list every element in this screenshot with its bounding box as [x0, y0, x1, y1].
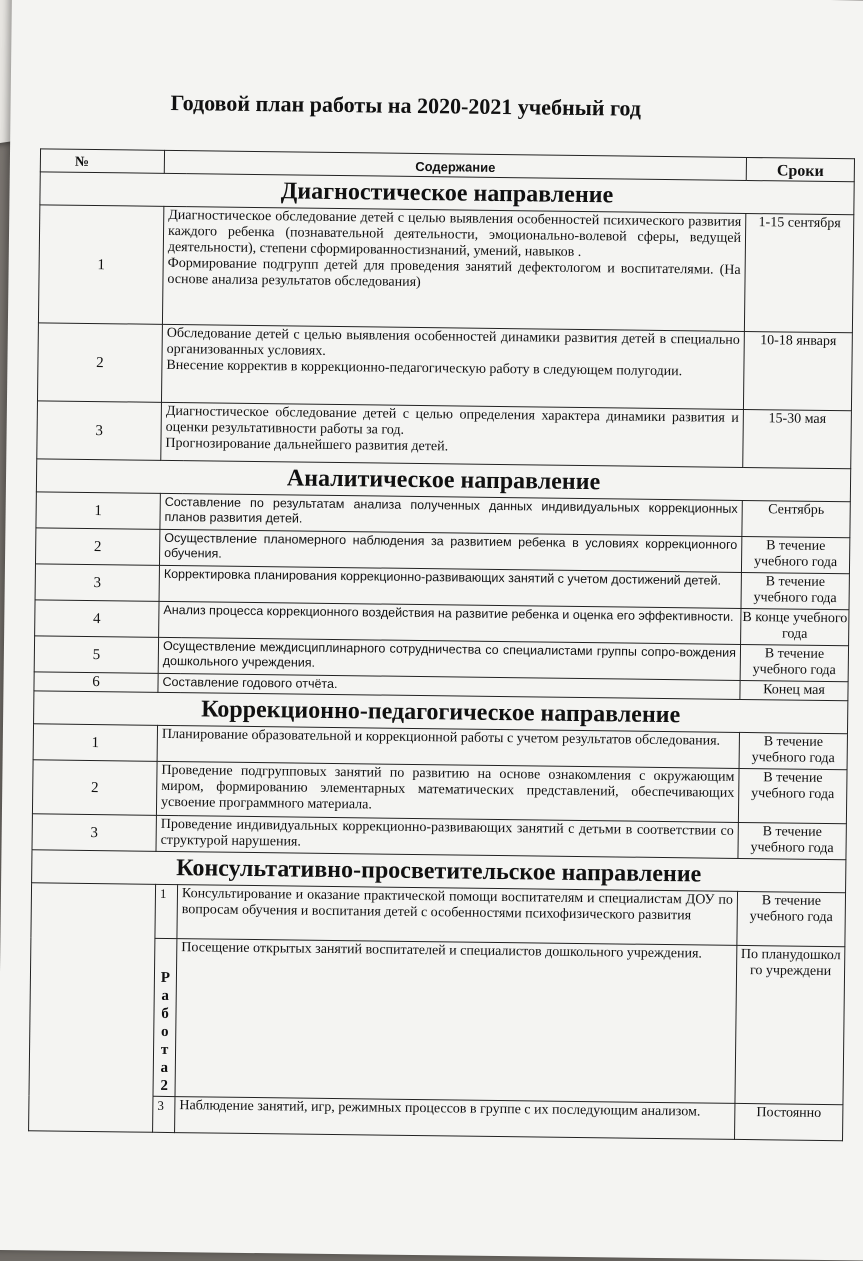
row-text: Составление годового отчёта.: [158, 673, 740, 699]
table-row: [32, 760, 847, 824]
plan-table: [28, 148, 855, 1141]
empty-num-cell: [29, 883, 156, 1132]
vertical-letter: Р: [160, 969, 171, 987]
row-term: В течение учебного года: [741, 536, 849, 573]
row-text: Диагностическое обследование детей с целью определения характера динамики развития и оценки результативности работы за год.: [165, 403, 739, 438]
header-num: №: [40, 149, 164, 174]
row-text-2: Формирование подгрупп детей для проведения занятий дефектологом и воспитателями. (На основе анализа результатов обследования): [167, 255, 741, 291]
row-text: Консультирование и оказание практической помощи воспитателям и специалистам ДОУ по вопросам обучения и воспитания детей с особенностями психофизического развития: [177, 885, 738, 946]
header-content: Содержание: [164, 150, 746, 180]
row-num: 1: [33, 724, 157, 762]
table-row: [37, 323, 852, 411]
section-title: Диагностическое направление: [40, 172, 854, 215]
row-num: 4: [35, 600, 159, 638]
row-term: 1-15 сентября: [744, 213, 853, 332]
row-num: 3: [35, 564, 159, 602]
row-term: По планудошкол го учреждени: [735, 945, 845, 1104]
row-num: 2: [35, 528, 159, 566]
row-term: В течение учебного года: [738, 822, 846, 859]
row-text: Проведение подгрупповых занятий по развитию на основе ознакомления с окружающим миром, формированию элементарных математических представлений, обеспечивающих усвоение программного материала.: [156, 761, 739, 822]
row-term: Постоянно: [735, 1103, 843, 1140]
row-text: Проведение индивидуальных коррекционно-развивающих занятий с детьми в соответствии со структурой нарушения.: [156, 815, 738, 858]
row-text: Осуществление планомерного наблюдения за развитием ребенка в условиях коррекционного обучения.: [159, 529, 741, 572]
row-num: 6: [34, 672, 158, 693]
row-num: 3: [32, 814, 156, 852]
row-text: Анализ процесса коррекционного воздействия на развитие ребенка и оценка его эффективности.: [159, 601, 741, 644]
table-row: [38, 205, 853, 333]
row-text: Диагностическое обследование детей с целью выявления особенностей психического развития каждого ребенка (познавательной деятельности, эмоционально-волевой сферы, ведущей деятельности), степени сформированностизнаний, умений, навыков .: [167, 207, 742, 260]
row-term: Конец мая: [740, 680, 848, 700]
table-row: [31, 883, 846, 947]
vertical-letter: т: [160, 1041, 169, 1058]
row-content: [161, 402, 744, 467]
row-num: 1: [155, 884, 178, 938]
row-text: Корректировка планирования коррекционно-развивающих занятий с учетом достижений детей.: [159, 565, 741, 608]
row-term: В течение учебного года: [737, 891, 846, 946]
vertical-letter: а: [160, 1059, 169, 1076]
row-num: 1: [38, 205, 163, 325]
row-num: 5: [34, 636, 158, 674]
row-num: 3: [153, 1096, 175, 1132]
row-num: 2: [37, 323, 162, 403]
row-term: В течение учебного года: [738, 768, 847, 823]
row-text: Составление по результатам анализа полученных данных индивидуальных коррекционных планов развития детей.: [160, 493, 742, 536]
row-text: Наблюдение занятий, игр, режимных процессов в группе с их последующим анализом.: [175, 1097, 735, 1140]
vertical-label: [153, 938, 177, 1096]
row-term: В конце учебного года: [741, 608, 849, 645]
row-text: Осуществление междисциплинарного сотрудничества со специалистами группы сопро-вождения дошкольного учреждения.: [158, 637, 740, 680]
row-term: Сентябрь: [742, 500, 850, 537]
row-text-2: Прогнозирование дальнейшего развития детей.: [165, 435, 449, 455]
row-text: Посещение открытых занятий воспитателей и специалистов дошкольного учреждения.: [175, 939, 737, 1104]
section-title: Консультативно-просветительское направление: [32, 850, 846, 893]
row-term: В течение учебного года: [741, 572, 849, 609]
section-title: Аналитическое направление: [36, 459, 850, 502]
section-title: Коррекционно-педагогическое направление: [34, 691, 848, 734]
row-content: [162, 206, 745, 331]
row-text-2: Внесение корректив в коррекционно-педагогическую работу в следующем полугодии.: [166, 357, 683, 380]
row-term: В течение учебного года: [740, 644, 848, 681]
row-term: В течение учебного года: [739, 732, 847, 769]
row-text: Обследование детей с целью выявления особенностей динамики развития детей в специально организованных условиях.: [166, 325, 740, 359]
row-content: [161, 324, 744, 409]
page-title: Годовой план работы на 2020-2021 учебный год: [170, 89, 642, 121]
row-num: 1: [36, 492, 160, 530]
row-num: 3: [37, 401, 162, 461]
vertical-letter: а: [161, 987, 170, 1004]
header-term: Сроки: [746, 157, 854, 181]
vertical-letter: 2: [160, 1077, 168, 1094]
row-term: 15-30 мая: [743, 409, 852, 468]
row-num: 2: [32, 760, 157, 816]
table-row: [37, 401, 852, 469]
row-term: 10-18 января: [743, 331, 852, 410]
vertical-letter: б: [161, 1005, 169, 1022]
row-text: Планирование образовательной и коррекционной работы с учетом результатов обследования.: [157, 725, 739, 768]
vertical-letter: о: [160, 1023, 169, 1040]
